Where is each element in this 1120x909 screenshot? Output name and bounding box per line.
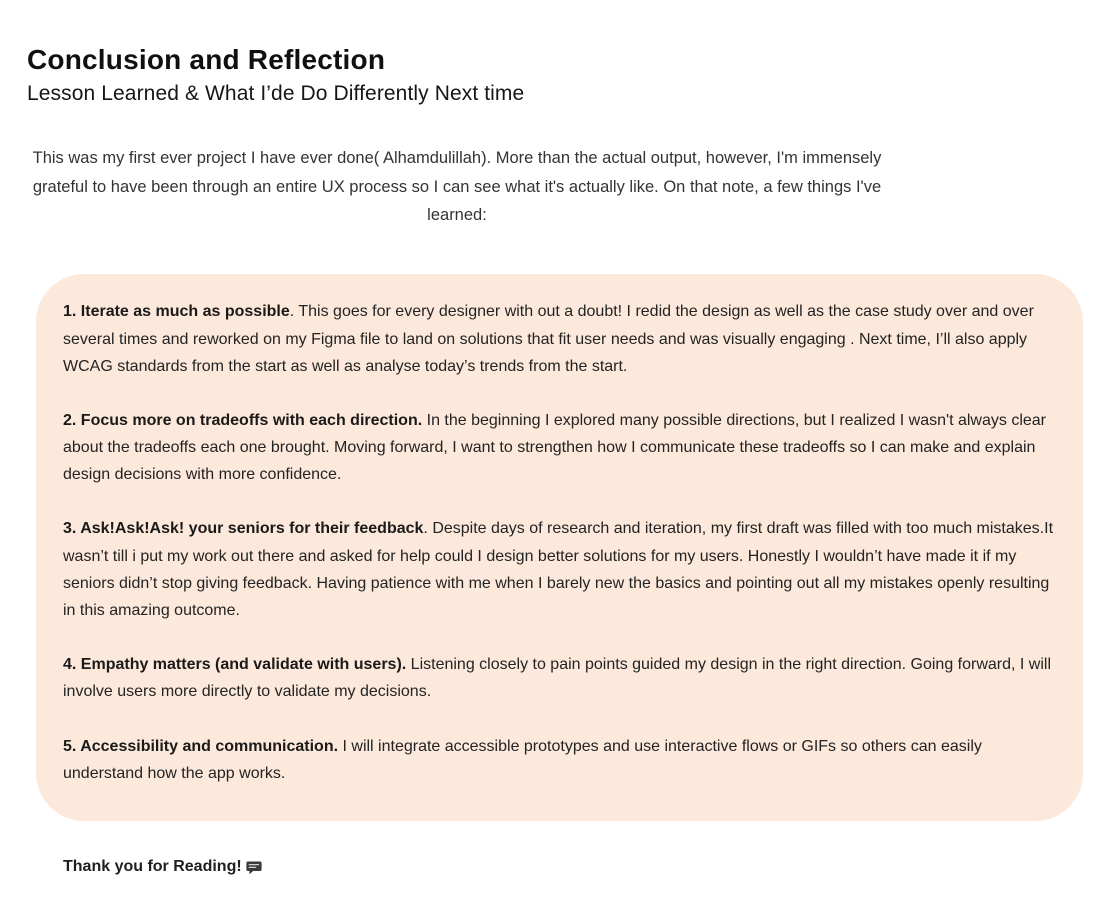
lesson-item-3-lead: 3. Ask!Ask!Ask! your seniors for their feedback (63, 520, 424, 538)
lesson-item-1 (63, 298, 1053, 380)
speech-bubble-icon (246, 861, 262, 875)
page-title: Conclusion and Reflection (27, 44, 386, 75)
thank-you-text: Thank you for Reading! (63, 857, 242, 875)
lesson-item-5-body: I will integrate accessible prototypes and use interactive flows or GIFs so others can easily understand how the app works. (63, 737, 982, 782)
lessons-highlight-box (36, 274, 1083, 821)
lesson-item-3-body: . Despite days of research and iteration, my first draft was filled with too much mistakes.It wasn’t till i put my work out there and asked for help could I design better solutions for my users. Honestly I wouldn’t have made it if my seniors didn’t stop giving feedback. Having patience with me when I barely new the basics and pointing out all my mistakes openly resulting in this amazing outcome. (63, 520, 1054, 619)
lesson-item-5-lead: 5. Accessibility and communication. (63, 737, 339, 755)
page-subtitle: Lesson Learned & What I’de Do Differently Next time (27, 82, 525, 106)
lesson-item-4 (63, 651, 1053, 705)
lesson-item-4-lead: 4. Empathy matters (and validate with users). (63, 656, 407, 674)
lesson-item-1-body: . This goes for every designer with out a doubt! I redid the design as well as the case study over and over several times and reworked on my Figma file to land on solutions that fit user needs and was visually engaging . Next time, I’ll also apply WCAG standards from the start as well as analyse today’s trends from the start. (63, 303, 1034, 375)
thank-you-line (63, 858, 1084, 876)
lesson-item-1-lead: 1. Iterate as much as possible (63, 303, 290, 321)
lesson-item-2 (63, 407, 1053, 489)
lesson-item-3 (63, 515, 1053, 624)
lesson-item-2-body: In the beginning I explored many possible directions, but I realized I wasn't always clear about the tradeoffs each one brought. Moving forward, I want to strengthen how I communicate these tradeoffs so I can make and explain design decisions with more confidence. (63, 411, 1047, 484)
intro-paragraph: This was my first ever project I have ever done( Alhamdulillah). More than the actual output, however, I'm immensely grateful to have been through an entire UX process so I can see what it's actually like. On that note, a few things I've learned: (32, 149, 882, 224)
lesson-item-2-lead: 2. Focus more on tradeoffs with each direction. (63, 411, 423, 429)
lesson-item-5 (63, 733, 1053, 787)
lesson-item-4-body: Listening closely to pain points guided my design in the right direction. Going forward, I will involve users more directly to validate my decisions. (63, 656, 1052, 701)
